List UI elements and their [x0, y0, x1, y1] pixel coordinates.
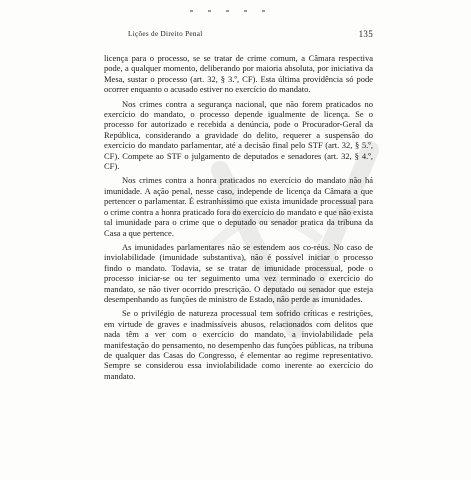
scan-artifact-marks	[190, 10, 280, 12]
paragraph-1: licença para o processo, se se tratar de crime comum, a Câmara respectiva pode, a qualquer momento, deliberando por maioria absoluta, por iniciativa da Mesa, sustar o processo (art. 32, § 3.º, CF). Esta última providência só pode ocorrer enquanto o acusado estiver no exercício do mandato.	[104, 53, 373, 95]
paragraph-3: Nos crimes contra a honra praticados no exercício do mandato não há imunidade. A ação penal, nesse caso, independe de licença da Câmara a que pertencer o parlamentar. É estranhíssimo que exista imunidade processual para o crime contra a honra praticado fora do exercício do mandato e que não exista tal imunidade para o crime que o deputado ou senador pratica da tribuna da Casa a que pertence.	[104, 175, 373, 238]
paragraph-4: As imunidades parlamentares não se estendem aos co-réus. No caso de inviolabilidade (imunidade substantiva), não é possível iniciar o processo findo o mandato. Todavia, se se tratar de imunidade processual, pode o processo iniciar-se ou ter seguimento uma vez terminado o exercício do mandato, se não tiver ocorrido prescrição. O deputado ou senador que esteja desempenhando as funções de ministro de Estado, não perde as imunidades.	[104, 241, 373, 304]
paragraph-5: Se o privilégio de natureza processual tem sofrido críticas e restrições, em virtude de graves e inadmissíveis abusos, relacionados com delitos que nada têm a ver com o exercício do mandato, a inviolabilidade pela manifestação do pensamento, no desempenho das funções públicas, na tribuna de qualquer das Casas do Congresso, é elementar ao regime representativo. Sempre se considerou essa inviolabilidade como inerente ao exercício do mandato.	[104, 308, 373, 381]
paragraph-2: Nos crimes contra a segurança nacional, que não forem praticados no exercício do mandato, o processo depende igualmente de licença. Se o processo for autorizado e recebida a denúncia, pode o Procurador-Geral da República, considerando a gravidade do delito, requerer a suspensão do exercício do mandato parlamentar, até a decisão final pelo STF (art. 32, § 5.º, CF). Compete ao STF o julgamento de deputados e senadores (art. 32, § 4.º, CF).	[104, 98, 373, 172]
page-number: 135	[358, 29, 373, 39]
running-title: Lições de Direito Penal	[128, 30, 203, 38]
running-head	[104, 30, 373, 42]
body-text	[104, 53, 373, 385]
